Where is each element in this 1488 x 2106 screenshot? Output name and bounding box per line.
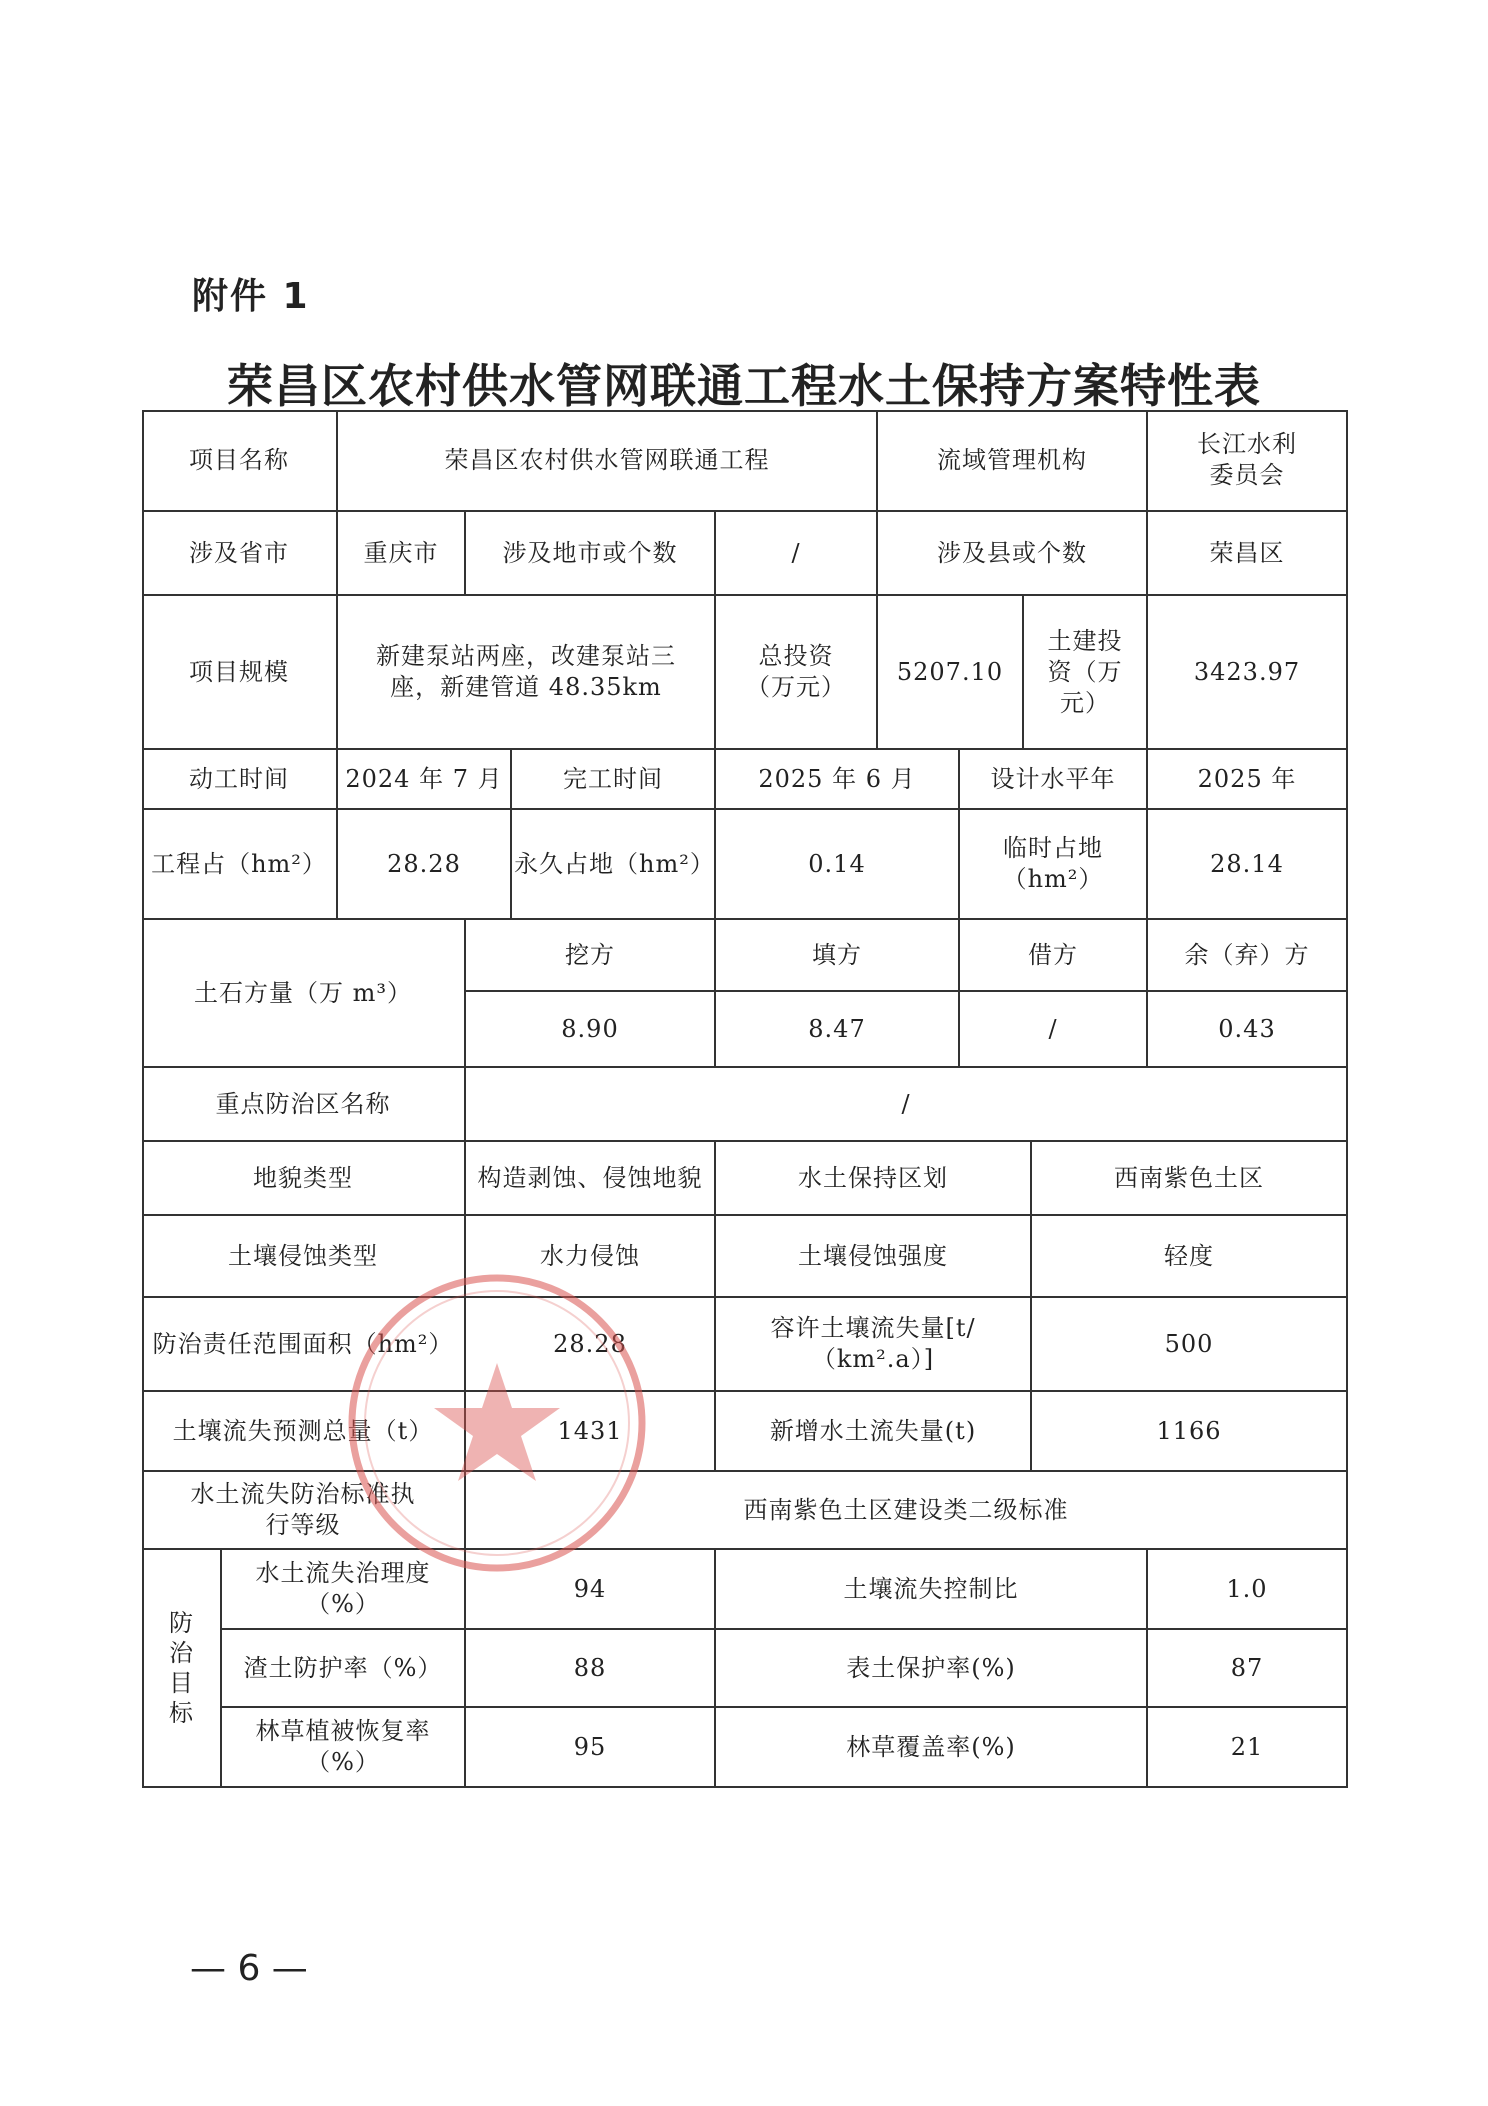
cell-intensity-label: 土壤侵蚀强度 — [716, 1216, 1032, 1298]
cell-zone: / — [466, 1068, 1348, 1142]
cell-design: 2025 年 — [1148, 750, 1348, 810]
cell-std: 西南紫色土区建设类二级标准 — [466, 1472, 1348, 1550]
attachment-label: 附件 1 — [192, 276, 310, 317]
cell-fill: 8.47 — [716, 992, 960, 1068]
cell-land-label: 地貌类型 — [142, 1142, 466, 1216]
cell-t4: 87 — [1148, 1630, 1348, 1708]
cell-land: 构造剥蚀、侵蚀地貌 — [466, 1142, 716, 1216]
cell-civil-label: 土建投资（万元） — [1024, 596, 1148, 750]
cell-project-name: 荣昌区农村供水管网联通工程 — [338, 410, 878, 512]
targets-group-text: 防治目标 — [169, 1609, 194, 1727]
cell-province: 重庆市 — [338, 512, 466, 596]
cell-design-label: 设计水平年 — [960, 750, 1148, 810]
cell-dig-label: 挖方 — [466, 920, 716, 992]
cell-t6-label: 林草覆盖率(%) — [716, 1708, 1148, 1788]
cell-temp-label: 临时占地（hm²） — [960, 810, 1148, 920]
cell-scale-label: 项目规模 — [142, 596, 338, 750]
cell-basin: 长江水利委员会 — [1148, 410, 1348, 512]
cell-city-label: 涉及地市或个数 — [466, 512, 716, 596]
cell-start-label: 动工时间 — [142, 750, 338, 810]
cell-occupy-label: 工程占（hm²） — [142, 810, 338, 920]
cell-div-label: 水土保持区划 — [716, 1142, 1032, 1216]
cell-zone-label: 重点防治区名称 — [142, 1068, 466, 1142]
cell-finish-label: 完工时间 — [512, 750, 716, 810]
cell-temp: 28.14 — [1148, 810, 1348, 920]
cell-t4-label: 表土保护率(%) — [716, 1630, 1148, 1708]
cell-civil: 3423.97 — [1148, 596, 1348, 750]
cell-t3-label: 渣土防护率（%） — [222, 1630, 466, 1708]
cell-t1: 94 — [466, 1550, 716, 1630]
cell-new-label: 新增水土流失量(t) — [716, 1392, 1032, 1472]
cell-targets-group-label — [142, 1550, 222, 1788]
cell-std-label: 水土流失防治标准执行等级 — [142, 1472, 466, 1550]
cell-t1-label: 水土流失治理度（%） — [222, 1550, 466, 1630]
cell-perm-label: 永久占地（hm²） — [512, 810, 716, 920]
cell-invest-label: 总投资（万元） — [716, 596, 878, 750]
cell-project-name-label: 项目名称 — [142, 410, 338, 512]
cell-dig: 8.90 — [466, 992, 716, 1068]
cell-div: 西南紫色土区 — [1032, 1142, 1348, 1216]
cell-earth-label: 土石方量（万 m³） — [142, 920, 466, 1068]
cell-allow-label: 容许土壤流失量[t/（km².a）] — [716, 1298, 1032, 1392]
cell-predict: 1431 — [466, 1392, 716, 1472]
cell-erosion: 水力侵蚀 — [466, 1216, 716, 1298]
cell-new: 1166 — [1032, 1392, 1348, 1472]
cell-county: 荣昌区 — [1148, 512, 1348, 596]
cell-county-label: 涉及县或个数 — [878, 512, 1148, 596]
cell-city: / — [716, 512, 878, 596]
cell-area-label: 防治责任范围面积（hm²） — [142, 1298, 466, 1392]
document-title: 荣昌区农村供水管网联通工程水土保持方案特性表 — [227, 359, 1261, 413]
cell-t5-label: 林草植被恢复率（%） — [222, 1708, 466, 1788]
cell-start: 2024 年 7 月 — [338, 750, 512, 810]
cell-erosion-label: 土壤侵蚀类型 — [142, 1216, 466, 1298]
cell-t2: 1.0 — [1148, 1550, 1348, 1630]
cell-t6: 21 — [1148, 1708, 1348, 1788]
cell-province-label: 涉及省市 — [142, 512, 338, 596]
cell-occupy: 28.28 — [338, 810, 512, 920]
cell-fill-label: 填方 — [716, 920, 960, 992]
cell-spoil: 0.43 — [1148, 992, 1348, 1068]
cell-perm: 0.14 — [716, 810, 960, 920]
cell-borrow: / — [960, 992, 1148, 1068]
cell-predict-label: 土壤流失预测总量（t） — [142, 1392, 466, 1472]
characteristics-table — [142, 410, 1348, 1788]
cell-spoil-label: 余（弃）方 — [1148, 920, 1348, 992]
cell-intensity: 轻度 — [1032, 1216, 1348, 1298]
cell-borrow-label: 借方 — [960, 920, 1148, 992]
cell-area: 28.28 — [466, 1298, 716, 1392]
cell-allow: 500 — [1032, 1298, 1348, 1392]
cell-t2-label: 土壤流失控制比 — [716, 1550, 1148, 1630]
cell-invest: 5207.10 — [878, 596, 1024, 750]
cell-t3: 88 — [466, 1630, 716, 1708]
page-number: — 6 — — [190, 1948, 308, 1989]
cell-t5: 95 — [466, 1708, 716, 1788]
cell-finish: 2025 年 6 月 — [716, 750, 960, 810]
cell-scale: 新建泵站两座，改建泵站三座，新建管道 48.35km — [338, 596, 716, 750]
cell-basin-label: 流域管理机构 — [878, 410, 1148, 512]
